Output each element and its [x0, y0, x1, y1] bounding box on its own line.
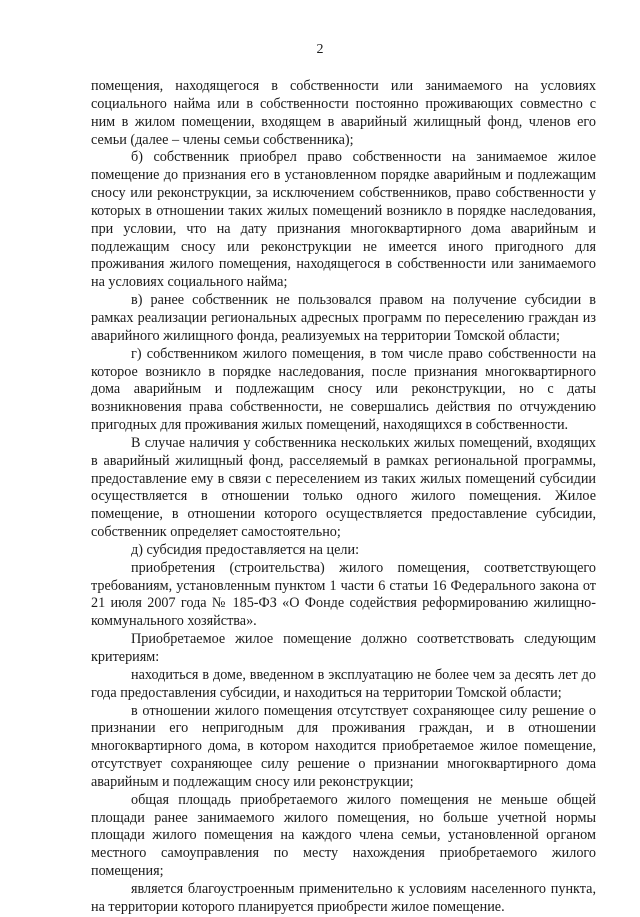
paragraph-criterion-amenities: является благоустроенным применительно к условиям населенного пункта, на территории которого планируется приобрести жилое помещение. [91, 880, 596, 915]
paragraph-condition-b: б) собственник приобрел право собственности на занимаемое жилое помещение до признания его в установленном порядке аварийным и подлежащим сносу или реконструкции, за исключением собственников, право собственности у которых в отношении таких жилых помещений возникло в порядке наследования, при условии, что на дату признания многоквартирного дома аварийным и подлежащим сносу или реконструкции не имеется иного пригодного для проживания жилого помещения, находящегося в собственности или занимаемого на условиях социального найма; [91, 149, 596, 291]
paragraph-criteria-intro: Приобретаемое жилое помещение должно соответствовать следующим критериям: [91, 631, 596, 665]
paragraph-criterion-age: находиться в доме, введенном в эксплуатацию не более чем за десять лет до года предоставления субсидии, и находиться на территории Томской области; [91, 666, 596, 701]
paragraph-criterion-fitness: в отношении жилого помещения отсутствует сохраняющее силу решение о признании его непригодным для проживания граждан, и в отношении многоквартирного дома, в котором находится приобретаемое жилое помещение, отсутствует сохраняющее силу решение о признании многоквартирного дома аварийным и подлежащим сносу или реконструкции; [91, 702, 596, 790]
document-body [91, 78, 596, 917]
paragraph-multiple-premises: В случае наличия у собственника нескольких жилых помещений, входящих в аварийный жилищный фонд, расселяемый в рамках региональной программы, предоставление ему в связи с переселением из таких жилых помещений субсидии осуществляется в отношении только одного жилого помещения. Жилое помещение, в отношении которого осуществляется предоставление субсидии, собственник определяет самостоятельно; [91, 434, 596, 541]
paragraph-condition-v: в) ранее собственник не пользовался правом на получение субсидии в рамках реализации региональных адресных программ по переселению граждан из аварийного жилищного фонда, реализуемых на территории Томской области; [91, 292, 596, 344]
paragraph-criterion-area: общая площадь приобретаемого жилого помещения не меньше общей площади ранее занимаемого жилого помещения, но больше учетной нормы площади жилого помещения на каждого члена семьи, установленной органом местного самоуправления по месту нахождения приобретаемого жилого помещения; [91, 791, 596, 880]
paragraph-owner-family-continuation: помещения, находящегося в собственности или занимаемого на условиях социального найма или в собственности постоянно проживающих совместно с ним в жилом помещении, входящем в аварийный жилищный фонд, членов его семьи (далее – члены семьи собственника); [91, 78, 596, 148]
paragraph-condition-d: д) субсидия предоставляется на цели: [131, 541, 360, 558]
paragraph-purchase-purpose: приобретения (строительства) жилого помещения, соответствующего требованиям, установленным пунктом 1 части 6 статьи 16 Федерального закона от 21 июля 2007 года № 185-ФЗ «О Фонде содействия реформированию жилищно-коммунального хозяйства». [91, 559, 596, 630]
page-number: 2 [316, 42, 324, 57]
paragraph-condition-g: г) собственником жилого помещения, в том числе право собственности на которое возникло в порядке наследования, после признания многоквартирного дома аварийным и подлежащим сносу или реконструкции, но с даты возникновения права собственности, не совершались действия по отчуждению пригодных для проживания жилых помещений, находящихся в собственности. [91, 345, 596, 434]
